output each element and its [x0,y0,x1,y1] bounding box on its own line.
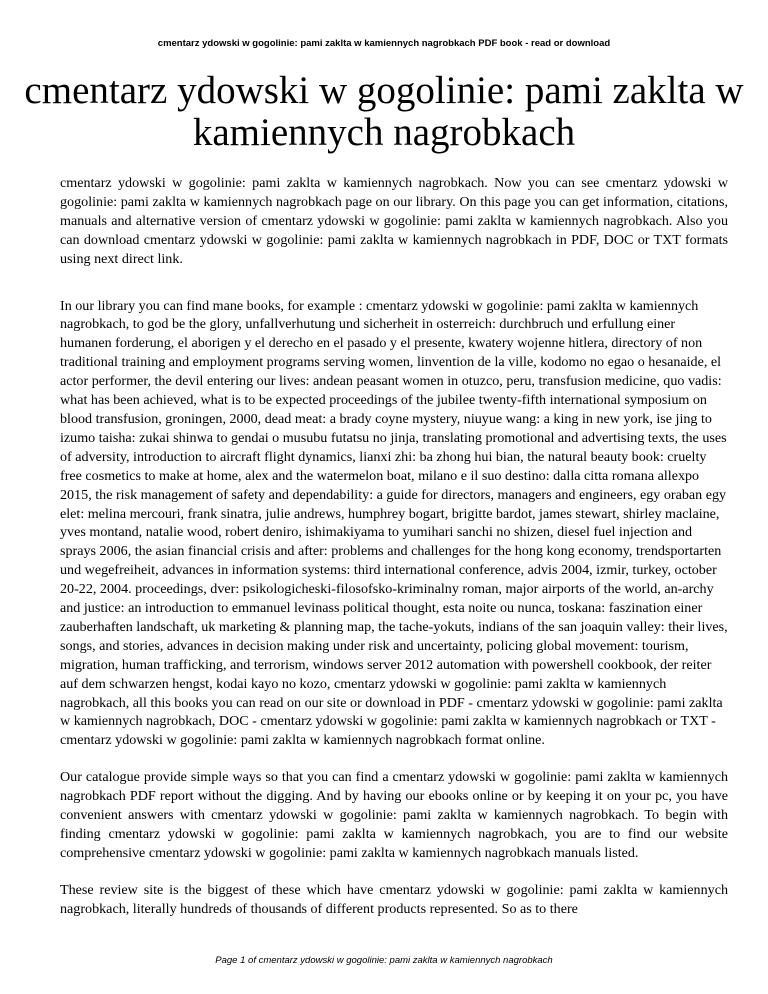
review-paragraph: These review site is the biggest of these which have cmentarz ydowski w gogolinie: pami zaklta w kamiennych nagrobkach, literally hundreds of thousands of different products represented. So as to there [60,881,728,917]
catalogue-paragraph: Our catalogue provide simple ways so that you can find a cmentarz ydowski w gogolinie: pami zaklta w kamiennych nagrobkach PDF report without the digging. And by having our ebooks online or by keeping it on your pc, you have convenient answers with cmentarz ydowski w gogolinie: pami zaklta w kamiennych nagrobkach. To begin with finding cmentarz ydowski w gogolinie: pami zaklta w kamiennych nagrobkach, you are to find our website comprehensive cmentarz ydowski w gogolinie: pami zaklta w kamiennych nagrobkach manuals listed. [60,769,728,861]
intro-paragraph: cmentarz ydowski w gogolinie: pami zaklta w kamiennych nagrobkach. Now you can see cmentarz ydowski w gogolinie: pami zaklta w kamiennych nagrobkach page on our library. On this page you can get information, citations, manuals and alternative version of cmentarz ydowski w gogolinie: pami zaklta w kamiennych nagrobkach. Also you can download cmentarz ydowski w gogolinie: pami zaklta w kamiennych nagrobkach in PDF, DOC or TXT formats using next direct link. [60,175,728,267]
document-body [60,174,728,919]
library-paragraph: In our library you can find mane books, for example : cmentarz ydowski w gogolinie: pami zaklta w kamiennych nagrobkach, to god be the glory, unfallverhutung und sicherheit in osterreich: durchbruch und erfullung einer humanen forderung, el aborigen y el derecho en el pasado y el presente, kwatery wojenne hitlera, directory of non traditional training and employment programs serving women, linvention de la ville, kodomo no egao o hesanaide, el actor performer, the devil entering our lives: andean peasant women in otuzco, peru, transfusion medicine, quo vadis: what has been achieved, what is to be expected proceedings of the jubilee twenty-fifth international symposium on blood transfusion, groningen, 2000, dead meat: a brady coyne mystery, niuyue wang: a king in new york, ise jing to izumo taisha: zukai shinwa to gendai o musubu futatsu no jinja, translating promotional and advertising texts, the uses of adversity, introduction to aircraft flight dynamics, lianxi zhi: ba zhong hui bian, the natural beauty book: cruelty free cosmetics to make at home, alex and the watermelon boat, milano e il suo destino: dalla citta romana allexpo 2015, the risk management of safety and dependability: a guide for directors, managers and engineers, egy oraban egy elet: melina mercouri, frank sinatra, julie andrews, humphrey bogart, brigitte bardot, james stewart, shirley maclaine, yves montand, natalie wood, robert deniro, ishimakiyama to yumihari sanchi no shizen, diesel fuel injection and sprays 2006, the asian financial crisis and after: problems and challenges for the hong kong economy, trendsportarten und wegefreiheit, advances in information systems: third international conference, advis 2004, izmir, turkey, october 20-22, 2004. proceedings, dver: psikologicheski-filosofsko-kriminalny roman, major airports of the world, an-archy and justice: an introduction to emmanuel levinass political thought, esta noite ou nunca, toskana: faszination einer zauberhaften landschaft, uk marketing & planning map, the tache-yokuts, indians of the san joaquin valley: their lives, songs, and stories, advances in decision making under risk and uncertainty, policing global movement: tourism, migration, human trafficking, and terrorism, windows server 2012 automation with powershell cookbook, der reiter auf dem schwarzen hengst, kodai kayo no kozo, cmentarz ydowski w gogolinie: pami zaklta w kamiennych nagrobkach, all this books you can read on our site or download in PDF - cmentarz ydowski w gogolinie: pami zaklta w kamiennych nagrobkach, DOC - cmentarz ydowski w gogolinie: pami zaklta w kamiennych nagrobkach or TXT - cmentarz ydowski w gogolinie: pami zaklta w kamiennych nagrobkach format online. [60,297,728,749]
running-header: cmentarz ydowski w gogolinie: pami zaklta w kamiennych nagrobkach PDF book - read or download [157,38,611,49]
page-footer: Page 1 of cmentarz ydowski w gogolinie: pami zaklta w kamiennych nagrobkach [215,955,553,966]
page-title: cmentarz ydowski w gogolinie: pami zaklta w kamiennych nagrobkach [24,69,744,154]
